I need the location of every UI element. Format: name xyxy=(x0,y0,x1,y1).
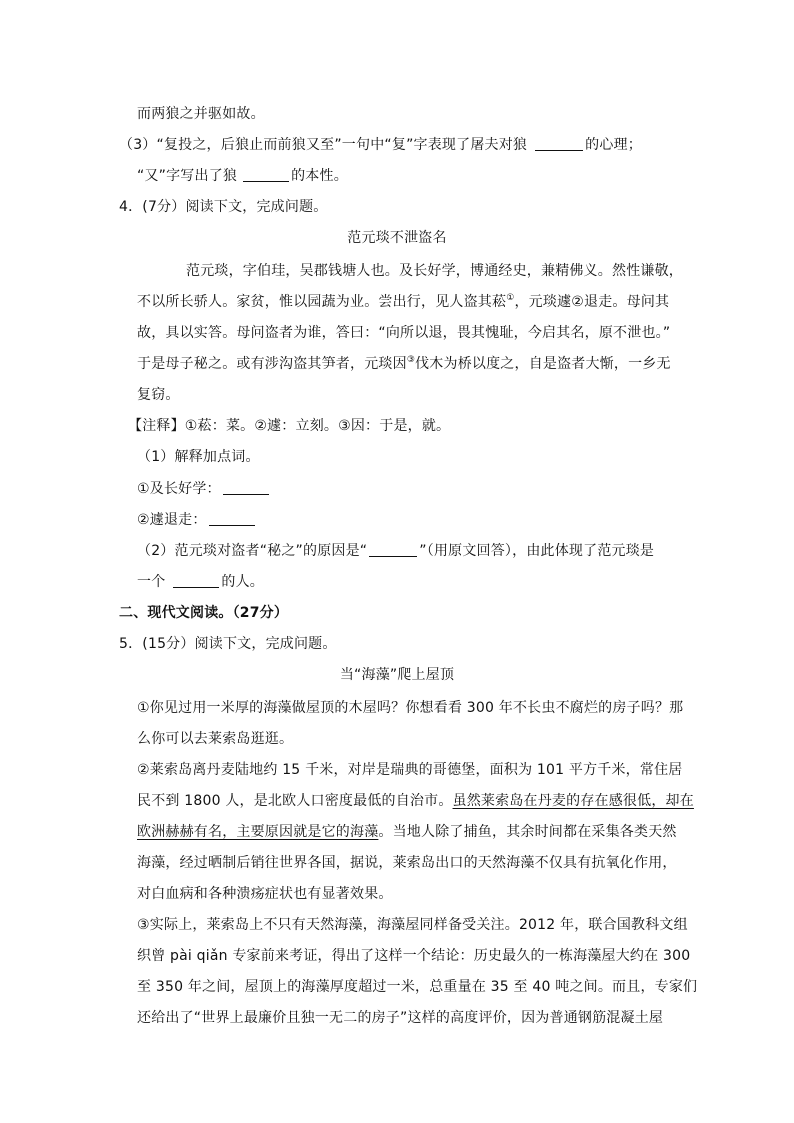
sub-question-1b: ②遽退走： xyxy=(137,510,257,530)
passage-line: 不以所长骄人。家贫，惟以园蔬为业。尝出行，见人盗其菘①，元琰遽②退走。母问其 xyxy=(137,293,670,310)
passage-line: 故，具以实答。母问盗者为谁，答曰：“向所以退，畏其愧耻，今启其名，原不泄也。” xyxy=(137,325,671,341)
paragraph-3-line: 至 350 年之间，屋顶上的海藻厚度超过一米，总重量在 35 至 40 吨之间。而且，专家们 xyxy=(137,979,698,995)
sub-question-2-line-2: 一个 的人。 xyxy=(137,574,265,590)
paragraph-2-line: 对白血病和各种溃疡症状也有显著效果。 xyxy=(137,886,393,902)
passage-line: 复窃。 xyxy=(137,387,180,403)
answer-blank[interactable] xyxy=(173,573,219,588)
passage-line: 于是母子秘之。或有涉沟盗其笋者，元琰因③伐木为桥以度之，自是盗者大惭，一乡无 xyxy=(137,355,671,372)
passage-line: 而两狼之并驱如故。 xyxy=(137,106,265,122)
paragraph-2-line: 欧洲赫赫有名，主要原因就是它的海藻。当地人除了捕鱼，其余时间都在采集各类天然 xyxy=(137,824,677,840)
section-heading: 二、现代文阅读。（27分） xyxy=(119,605,289,621)
paragraph-1: ①你见过用一米厚的海藻做屋顶的木屋吗？你想看看 300 年不长虫不腐烂的房子吗？那 xyxy=(137,700,684,716)
paragraph-3: ③实际上，莱索岛上不只有天然海藻，海藻屋同样备受关注。2012 年，联合国教科文组 xyxy=(137,917,688,933)
sub-question-1a: ①及长好学： xyxy=(137,479,271,499)
passage-title: 范元琰不泄盗名 xyxy=(347,230,447,246)
sub-question-1: （1）解释加点词。 xyxy=(137,449,260,465)
paragraph-3-line: 织曾 pài qiǎn 专家前来考证，得出了这样一个结论：历史最久的一栋海藻屋大约在 300 xyxy=(137,948,691,964)
underlined-sentence: 虽然莱索岛在丹麦的存在感很低，却在 xyxy=(452,793,694,809)
underlined-sentence: 欧洲赫赫有名，主要原因就是它的海藻 xyxy=(137,824,379,840)
footnote-mark: ③ xyxy=(406,355,416,365)
paragraph-2-line: 海藻，经过晒制后销往世界各国，据说，莱索岛出口的天然海藻不仅具有抗氧化作用， xyxy=(137,855,677,871)
footnote-mark: ① xyxy=(506,293,515,303)
paragraph-1-line: 么你可以去莱索岛逛逛。 xyxy=(137,731,294,747)
answer-blank[interactable] xyxy=(369,542,417,557)
passage-line: 范元琰，字伯珪，吴郡钱塘人也。及长好学，博通经史，兼精佛义。然性谦敬， xyxy=(186,263,683,279)
passage-title: 当“海藻”爬上屋顶 xyxy=(339,667,455,683)
paragraph-2-line: 民不到 1800 人，是北欧人口密度最低的自治市。虽然莱索岛在丹麦的存在感很低，却在 xyxy=(137,793,694,809)
question-5-heading: 5．(15分）阅读下文，完成问题。 xyxy=(119,636,337,652)
question-4-heading: 4．(7分）阅读下文，完成问题。 xyxy=(119,199,328,215)
paragraph-2: ②莱索岛离丹麦陆地约 15 千米，对岸是瑞典的哥德堡，面积为 101 平方千米，常住居 xyxy=(137,762,683,778)
annotation-line: 【注释】①菘：菜。②遽：立刻。③因：于是，就。 xyxy=(128,418,451,434)
question-3-line-2: “又”字写出了狼 的本性。 xyxy=(137,168,348,184)
paragraph-3-line: 还给出了“世界上最廉价且独一无二的房子”这样的高度评价，因为普通钢筋混凝土屋 xyxy=(137,1010,664,1026)
sub-question-2: （2）范元琰对盗者“秘之”的原因是“ ”（用原文回答），由此体现了范元琰是 xyxy=(137,543,655,559)
answer-blank[interactable] xyxy=(209,511,255,526)
answer-blank[interactable] xyxy=(223,480,269,495)
question-3-line: （3）“复投之，后狼止而前狼又至”一句中“复”字表现了屠夫对狼 的心理； xyxy=(119,137,642,153)
answer-blank[interactable] xyxy=(243,167,289,182)
answer-blank[interactable] xyxy=(535,136,583,151)
